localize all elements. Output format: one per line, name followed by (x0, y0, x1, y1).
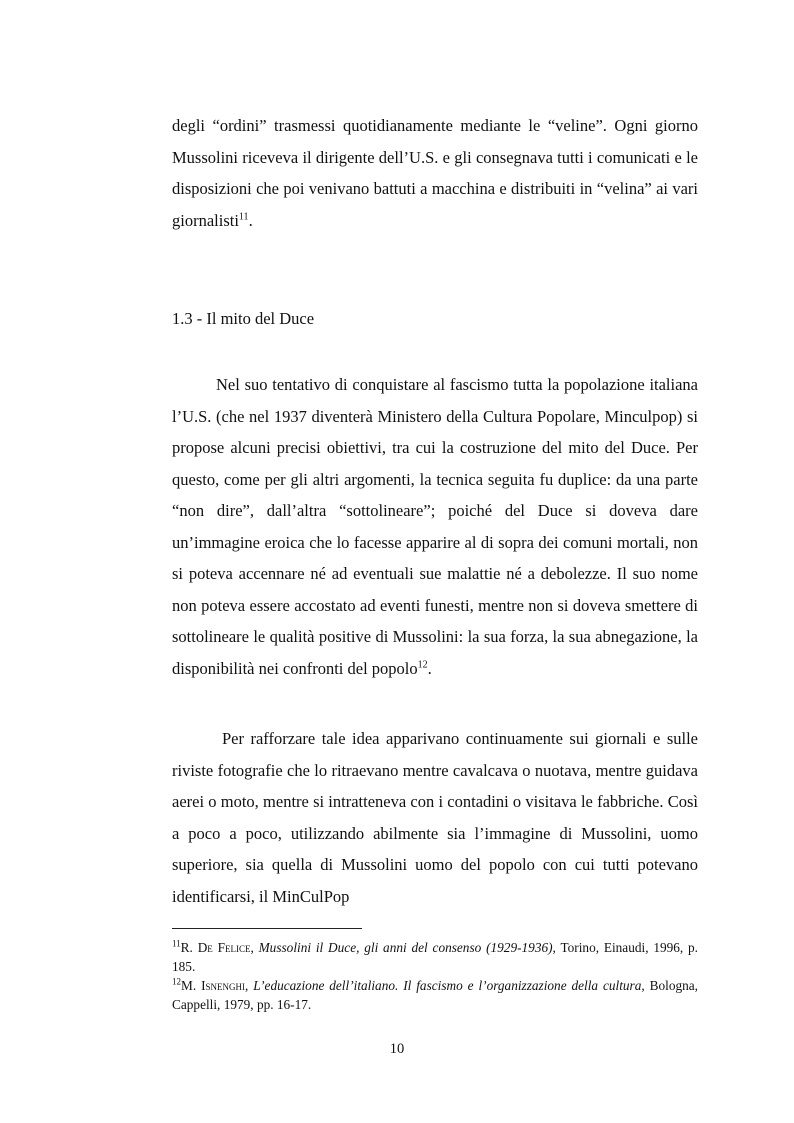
paragraph-2-end: . (427, 658, 432, 678)
paragraph-3-text: Per rafforzare tale idea apparivano continuamente sui giornali e sulle riviste fotografie che lo ritraevano mentre cavalcava o nuotava, mentre guidava aerei o moto, mentre si intratteneva con i contadini o visitava le fabbriche. Così a poco a poco, utilizzando abilmente sia l’immagine di Mussolini, uomo superiore, sia quella di Mussolini uomo del popolo con cui tutti potevano identificarsi, il MinCulPop (172, 729, 698, 906)
footnote-separator (172, 928, 362, 929)
page-number: 10 (389, 1041, 405, 1057)
paragraph-3 (172, 723, 698, 912)
footnote-12: $^{12}$M. Isnenghi, L’educazione dell’italiano. Il fascismo e l’organizzazione della cultura, Bologna, Cappelli, 1979, pp. 16-17. (172, 976, 698, 1012)
paragraph-2-text: Nel suo tentativo di conquistare al fascismo tutta la popolazione italiana l’U.S. (che nel 1937 diventerà Ministero della Cultura Popolare, Minculpop) si propose alcuni precisi obiettivi, tra cui la costruzione del mito del Duce. Per questo, come per gli altri argomenti, la tecnica seguita fu duplice: da una parte “non dire”, dall’altra “sottolineare”; poiché del Duce si doveva dare un’immagine eroica che lo facesse apparire al di sopra dei comuni mortali, non si poteva accennare né ad eventuali sue malattie né a debolezze. Il suo nome non poteva essere accostato ad eventi funesti, mentre non si doveva smettere di sottolineare le qualità positive di Mussolini: la sua forza, la sua abnegazione, la disponibilità nei confronti del popolo (172, 375, 698, 678)
section-heading: 1.3 - Il mito del Duce (172, 309, 315, 328)
paragraph-2 (172, 369, 698, 684)
footnote-title: L’educazione dell’italiano. Il fascismo e l’organizzazione della cultura (253, 978, 642, 993)
footnote-author-initial: M. (181, 978, 197, 993)
paragraph-1-text: degli “ordini” trasmessi quotidianamente mediante le “veline”. Ogni giorno Mussolini riceveva il dirigente dell’U.S. e gli consegnava tutti i comunicati e le disposizioni che poi venivano battuti a macchina e distribuiti in “velina” ai vari giornalisti (172, 116, 698, 230)
footnote-author-initial: R. (180, 940, 193, 955)
footnote-ref-12[interactable]: 12 (417, 659, 428, 670)
paragraph-1 (172, 110, 698, 236)
footnote-number: 12 (172, 976, 181, 987)
footnote-publication: , Bologna, Cappelli, 1979, pp. 16-17. (172, 978, 698, 1012)
paragraph-1-end: . (248, 210, 253, 230)
footnotes (172, 938, 698, 1014)
footnote-11: $^{11}$R. De Felice, Mussolini il Duce, gli anni del consenso (1929-1936), Torino, Einaudi, 1996, p. 185. (172, 938, 699, 974)
footnote-ref-11[interactable]: 11 (238, 211, 249, 222)
footnote-author-surname: De Felice (197, 940, 251, 955)
footnote-number: 11 (172, 938, 181, 949)
footnote-publication: Torino, Einaudi, 1996, p. 185. (172, 940, 699, 974)
footnote-title: Mussolini il Duce, gli anni del consenso (1929-1936), (258, 940, 556, 955)
footnote-author-surname: Isnenghi (201, 978, 245, 993)
